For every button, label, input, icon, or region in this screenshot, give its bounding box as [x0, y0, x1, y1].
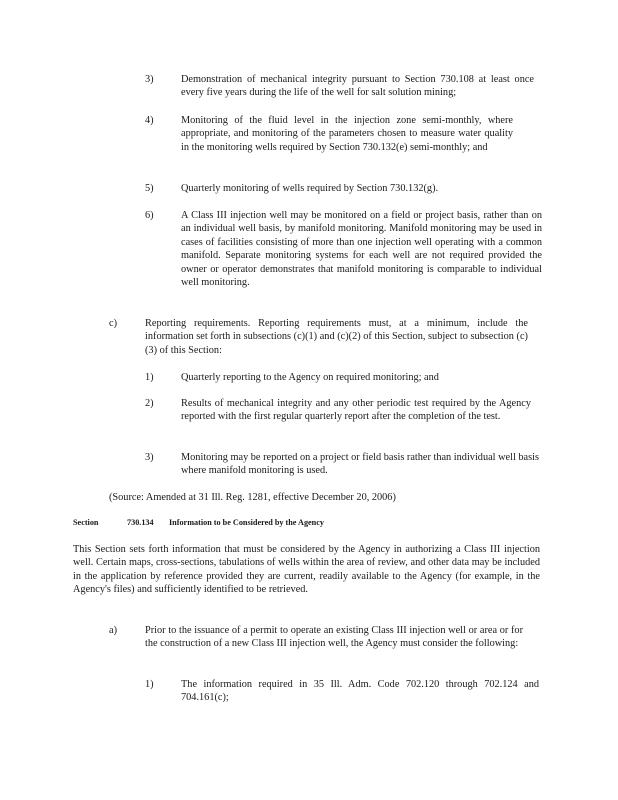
list-number: 3) — [145, 74, 154, 85]
section-c-number: c) — [109, 318, 117, 329]
list-number: 5) — [145, 183, 154, 194]
list-number: 4) — [145, 115, 154, 126]
list-item-text: A Class III injection well may be monitored on a field or project basis, rather than on an individual well basis, by manifold monitoring. Manifold monitoring may be used in cases of facilities consisting of more than one injection well operating with a common manifold. Separate monitoring systems for each well are not required provided the owner or operator demonstrates that manifold monitoring is comparable to individual well monitoring. — [181, 210, 542, 289]
list-item-text: Quarterly reporting to the Agency on required monitoring; and — [181, 372, 439, 383]
list-number: 2) — [145, 398, 154, 409]
list-item-text: The information required in 35 Ill. Adm. Code 702.120 through 702.124 and 704.161(c); — [181, 679, 539, 704]
list-item-text: Demonstration of mechanical integrity pursuant to Section 730.108 at least once every five years during the life of the well for salt solution mining; — [181, 74, 534, 99]
list-number: 1) — [145, 372, 154, 383]
list-item-text: Quarterly monitoring of wells required by Section 730.132(g). — [181, 183, 439, 194]
list-number: 3) — [145, 452, 154, 463]
list-item-text: Results of mechanical integrity and any other periodic test required by the Agency reported with the first regular quarterly report after the completion of the test. — [181, 398, 531, 423]
section-a-text: Prior to the issuance of a permit to operate an existing Class III injection well or area or for the construction of a new Class III injection well, the Agency must consider the following: — [145, 625, 523, 650]
list-number: 1) — [145, 679, 154, 690]
section-a-number: a) — [109, 625, 117, 636]
list-item-text: Monitoring of the fluid level in the injection zone semi-monthly, where appropriate, and monitoring of the parameters chosen to measure water quality in the monitoring wells required by Section 730.132(e) semi-monthly; and — [181, 115, 513, 153]
intro-paragraph: This Section sets forth information that must be considered by the Agency in authorizing a Class III injection well. Certain maps, cross-sections, tabulations of wells within the area of review, and other data may be included in the application by reference provided they are current, readily available to the Agency (for example, in the Agency's files) and sufficiently identified to be retrieved. — [73, 544, 540, 596]
list-number: 6) — [145, 210, 154, 221]
section-c-text: Reporting requirements. Reporting requirements must, at a minimum, include the information set forth in subsections (c)(1) and (c)(2) of this Section, subject to subsection (c)(3) of this Section: — [145, 318, 528, 356]
section-number: 730.134 — [127, 518, 154, 527]
section-heading — [73, 517, 403, 528]
list-item-text: Monitoring may be reported on a project or field basis rather than individual well basis where manifold monitoring is used. — [181, 452, 540, 477]
source-note: (Source: Amended at 31 Ill. Reg. 1281, effective December 20, 2006) — [109, 492, 396, 503]
section-title: Information to be Considered by the Agency — [169, 518, 324, 527]
section-label: Section — [73, 518, 99, 527]
